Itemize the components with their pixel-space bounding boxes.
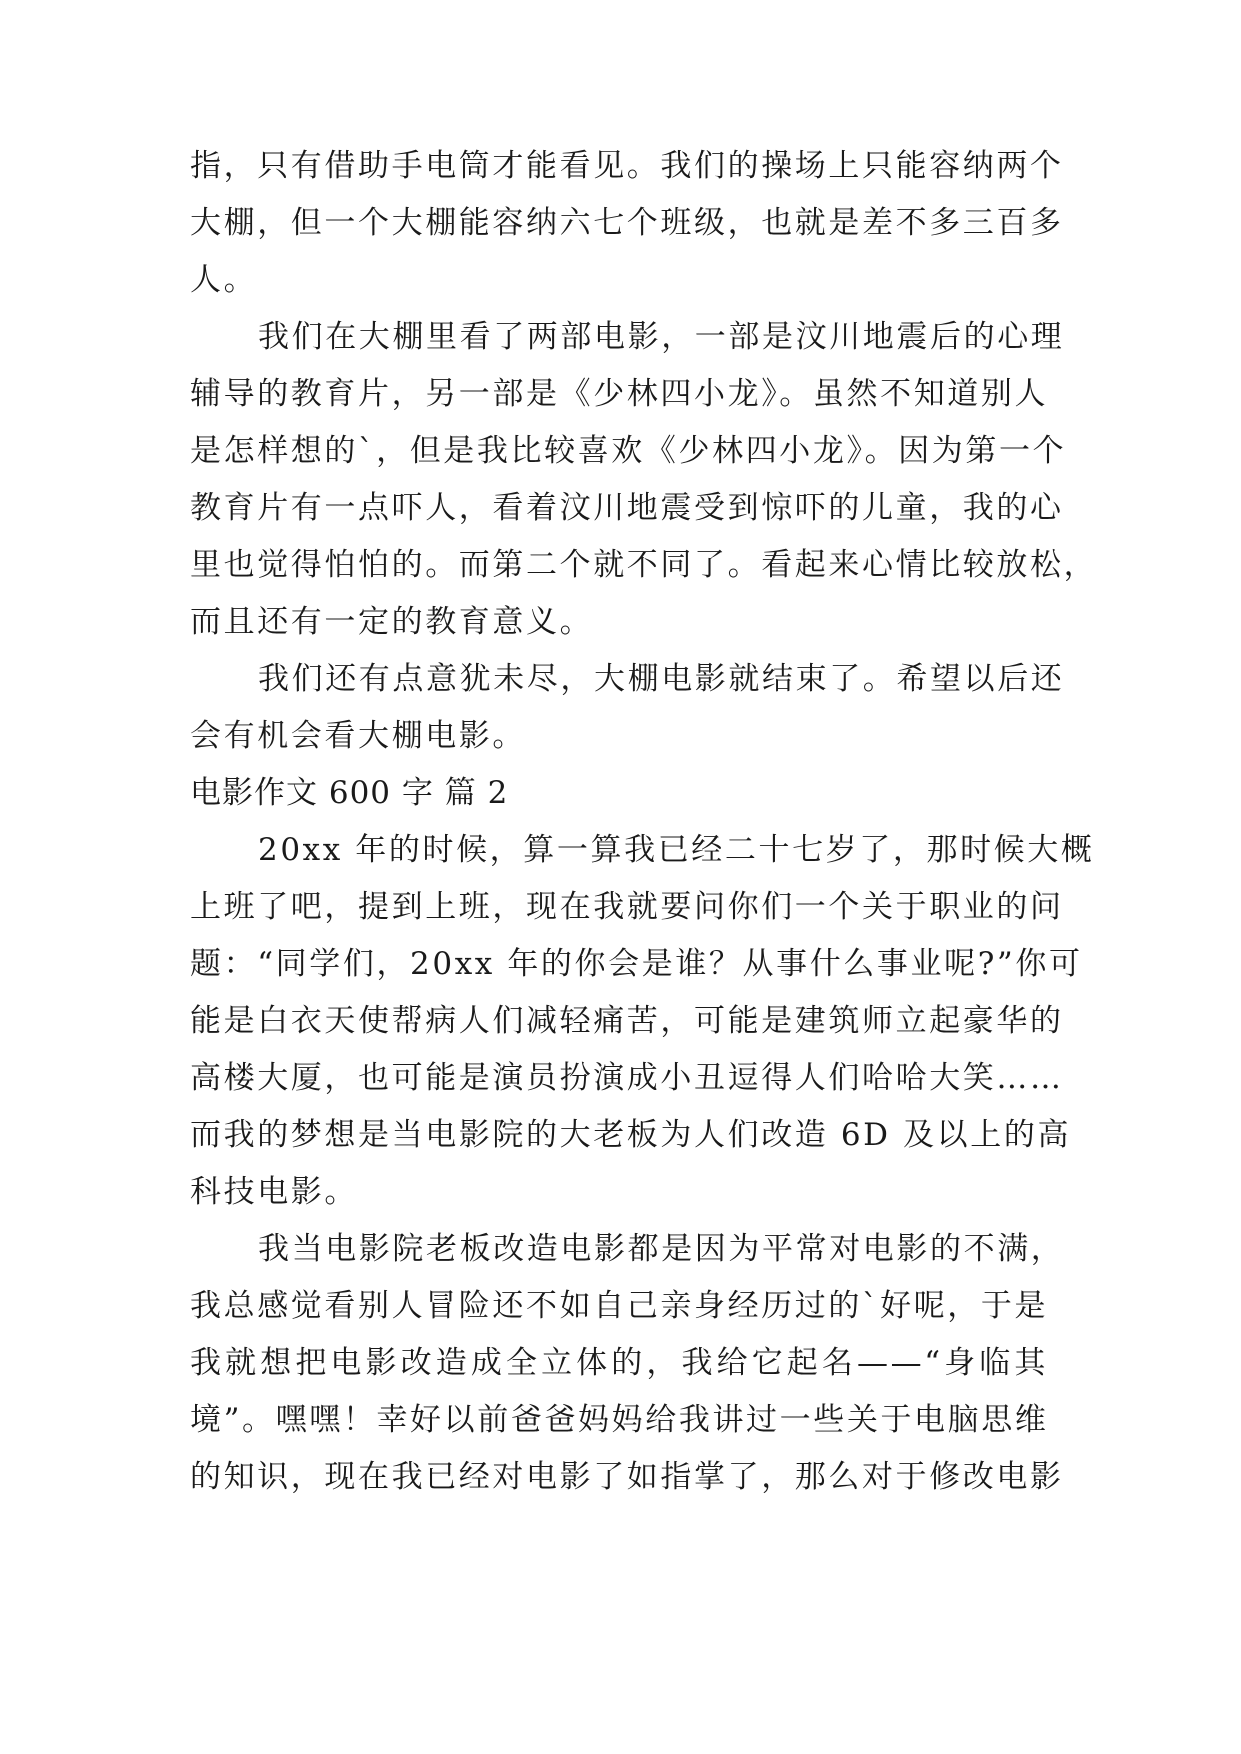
text-line: 教育片有一点吓人，看着汶川地震受到惊吓的儿童，我的心 — [190, 490, 1064, 526]
text-line: 指，只有借助手电筒才能看见。我们的操场上只能容纳两个 — [190, 148, 1064, 184]
text-line: 高楼大厦，也可能是演员扮演成小丑逗得人们哈哈大笑…… — [190, 1060, 1064, 1096]
text-line: 我当电影院老板改造电影都是因为平常对电影的不满， — [258, 1231, 1065, 1267]
text-line: 题：“同学们，20xx 年的你会是谁？从事什么事业呢?”你可 — [190, 946, 1083, 982]
text-line: 20xx 年的时候，算一算我已经二十七岁了，那时候大概 — [258, 832, 1095, 868]
text-line: 上班了吧，提到上班，现在我就要问你们一个关于职业的问 — [190, 889, 1064, 925]
text-line: 我们在大棚里看了两部电影，一部是汶川地震后的心理 — [258, 319, 1065, 355]
text-line: 的知识，现在我已经对电影了如指掌了，那么对于修改电影 — [190, 1459, 1064, 1495]
text-line: 科技电影。 — [190, 1174, 358, 1210]
text-line: 而且还有一定的教育意义。 — [190, 604, 594, 640]
text-line: 我们还有点意犹未尽，大棚电影就结束了。希望以后还 — [258, 661, 1065, 697]
text-line: 能是白衣天使帮病人们减轻痛苦，可能是建筑师立起豪华的 — [190, 1003, 1064, 1039]
text-line: 境”。嘿嘿！幸好以前爸爸妈妈给我讲过一些关于电脑思维 — [190, 1402, 1049, 1438]
text-line: 我总感觉看别人冒险还不如自己亲身经历过的`好呢，于是 — [190, 1288, 1049, 1324]
text-line: 里也觉得怕怕的。而第二个就不同了。看起来心情比较放松， — [190, 547, 1098, 583]
text-line: 我就想把电影改造成全立体的，我给它起名——“身临其 — [190, 1345, 1048, 1381]
text-line: 而我的梦想是当电影院的大老板为人们改造 6D 及以上的高 — [190, 1117, 1072, 1153]
text-line: 是怎样想的`，但是我比较喜欢《少林四小龙》。因为第一个 — [190, 433, 1067, 469]
text-line: 人。 — [190, 262, 258, 298]
text-line: 会有机会看大棚电影。 — [190, 718, 526, 754]
text-line: 大棚，但一个大棚能容纳六七个班级，也就是差不多三百多 — [190, 205, 1064, 241]
text-line: 辅导的教育片，另一部是《少林四小龙》。虽然不知道别人 — [190, 376, 1049, 412]
section-heading: 电影作文 600 字 篇 2 — [190, 775, 509, 811]
